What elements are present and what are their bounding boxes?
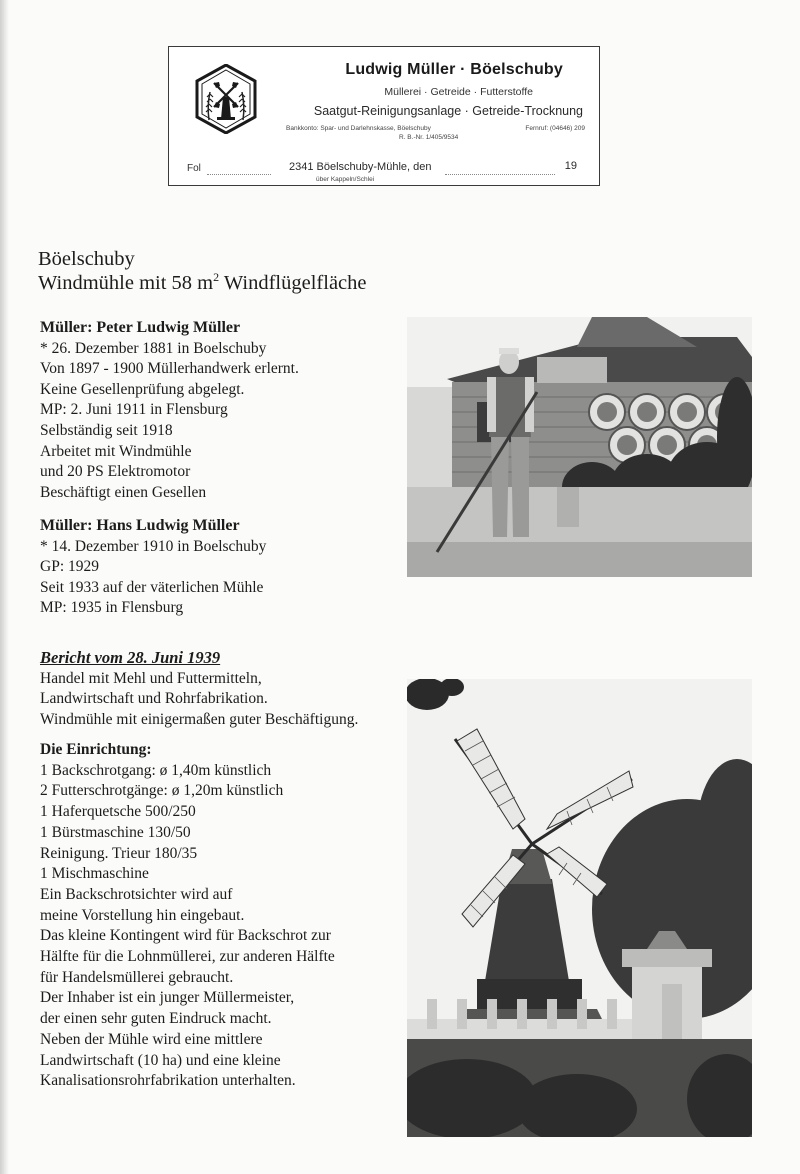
firm-services-line: Saatgut-Reinigungsanlage · Getreide-Trocknung [313, 104, 583, 118]
equipment-line: Reinigung. Trieur 180/35 [40, 844, 198, 862]
report-line: Landwirtschaft und Rohrfabrikation. [40, 690, 268, 708]
miller2-section [40, 516, 266, 619]
subtitle-superscript: 2 [213, 270, 220, 284]
report-line: Windmühle mit einigermaßen guter Beschäftigung. [40, 710, 359, 728]
page-edge-shadow [0, 0, 9, 1174]
equipment-line: 1 Bürstmaschine 130/50 [40, 823, 191, 841]
miller2-line: * 14. Dezember 1910 in Boelschuby [40, 537, 267, 555]
miller1-line: und 20 PS Elektromotor [40, 463, 191, 481]
folio-label: Fol [187, 163, 201, 174]
miller1-line: MP: 2. Juni 1911 in Flensburg [40, 401, 228, 419]
equipment-line: Kanalisationsrohrfabrikation unterhalten. [40, 1072, 296, 1090]
miller2-line: MP: 1935 in Flensburg [40, 599, 184, 617]
folio-dotted-line [207, 174, 271, 175]
year-prefix: 19 [564, 160, 577, 172]
equipment-line: 1 Haferquetsche 500/250 [40, 803, 196, 821]
report-section [40, 648, 358, 730]
letterhead [168, 46, 600, 186]
equipment-line: meine Vorstellung hin eingebaut. [40, 906, 245, 924]
equipment-line: Hälfte für die Lohnmüllerei, zur anderen Hälfte [40, 948, 335, 966]
phone-line: Fernruf: (04646) 209 [525, 125, 585, 132]
firm-name: Ludwig Müller · Böelschuby [345, 61, 563, 78]
bank-number-line: R. B.-Nr. 1/405/9534 [399, 134, 459, 141]
equipment-line: für Handelsmüllerei gebraucht. [40, 968, 234, 986]
equipment-line: Ein Backschrotsichter wird auf [40, 885, 233, 903]
mill-subtitle [38, 270, 367, 295]
subtitle-text: Windmühle mit 58 m [38, 271, 214, 294]
date-dotted-line [445, 174, 555, 175]
windmill-photo [407, 679, 752, 1137]
miller1-line: Selbständig seit 1918 [40, 421, 173, 439]
miller-photo [407, 317, 752, 577]
equipment-title: Die Einrichtung: [40, 741, 152, 758]
miller1-line: * 26. Dezember 1881 in Boelschuby [40, 339, 267, 357]
equipment-line: 1 Mischmaschine [40, 865, 149, 883]
equipment-line: Neben der Mühle wird eine mittlere [40, 1030, 263, 1048]
miller1-section [40, 318, 299, 503]
equipment-line: der einen sehr guten Eindruck macht. [40, 1010, 272, 1028]
miller2-line: Seit 1933 auf der väterlichen Mühle [40, 578, 264, 596]
miller1-line: Von 1897 - 1900 Müllerhandwerk erlernt. [40, 360, 299, 378]
miller1-line: Beschäftigt einen Gesellen [40, 483, 207, 501]
place-date-line: 2341 Böelschuby-Mühle, den [289, 161, 432, 173]
equipment-line: Der Inhaber ist ein junger Müllermeister, [40, 989, 295, 1007]
equipment-line: 1 Backschrotgang: ø 1,40m künstlich [40, 761, 272, 779]
miller2-title: Müller: Hans Ludwig Müller [40, 517, 240, 534]
equipment-section [40, 740, 335, 1092]
place-heading: Böelschuby [38, 248, 135, 270]
report-line: Handel mit Mehl und Futtermitteln, [40, 669, 262, 687]
equipment-line: 2 Futterschrotgänge: ø 1,20m künstlich [40, 782, 284, 800]
report-title: Bericht vom 28. Juni 1939 [40, 648, 221, 667]
equipment-line: Landwirtschaft (10 ha) und eine kleine [40, 1051, 281, 1069]
miller1-line: Arbeitet mit Windmühle [40, 442, 192, 460]
post-address-line: über Kappeln/Schlei [316, 176, 375, 183]
subtitle-text-end: Windflügelfläche [219, 271, 367, 294]
firm-business-line: Müllerei · Getreide · Futterstoffe [384, 86, 533, 98]
bank-account-line: Bankkonto: Spar- und Darlehnskasse, Böelschuby [286, 125, 431, 132]
miller1-line: Keine Gesellenprüfung abgelegt. [40, 380, 245, 398]
miller2-line: GP: 1929 [40, 558, 99, 576]
equipment-line: Das kleine Kontingent wird für Backschrot zur [40, 927, 331, 945]
miller1-title: Müller: Peter Ludwig Müller [40, 319, 241, 336]
